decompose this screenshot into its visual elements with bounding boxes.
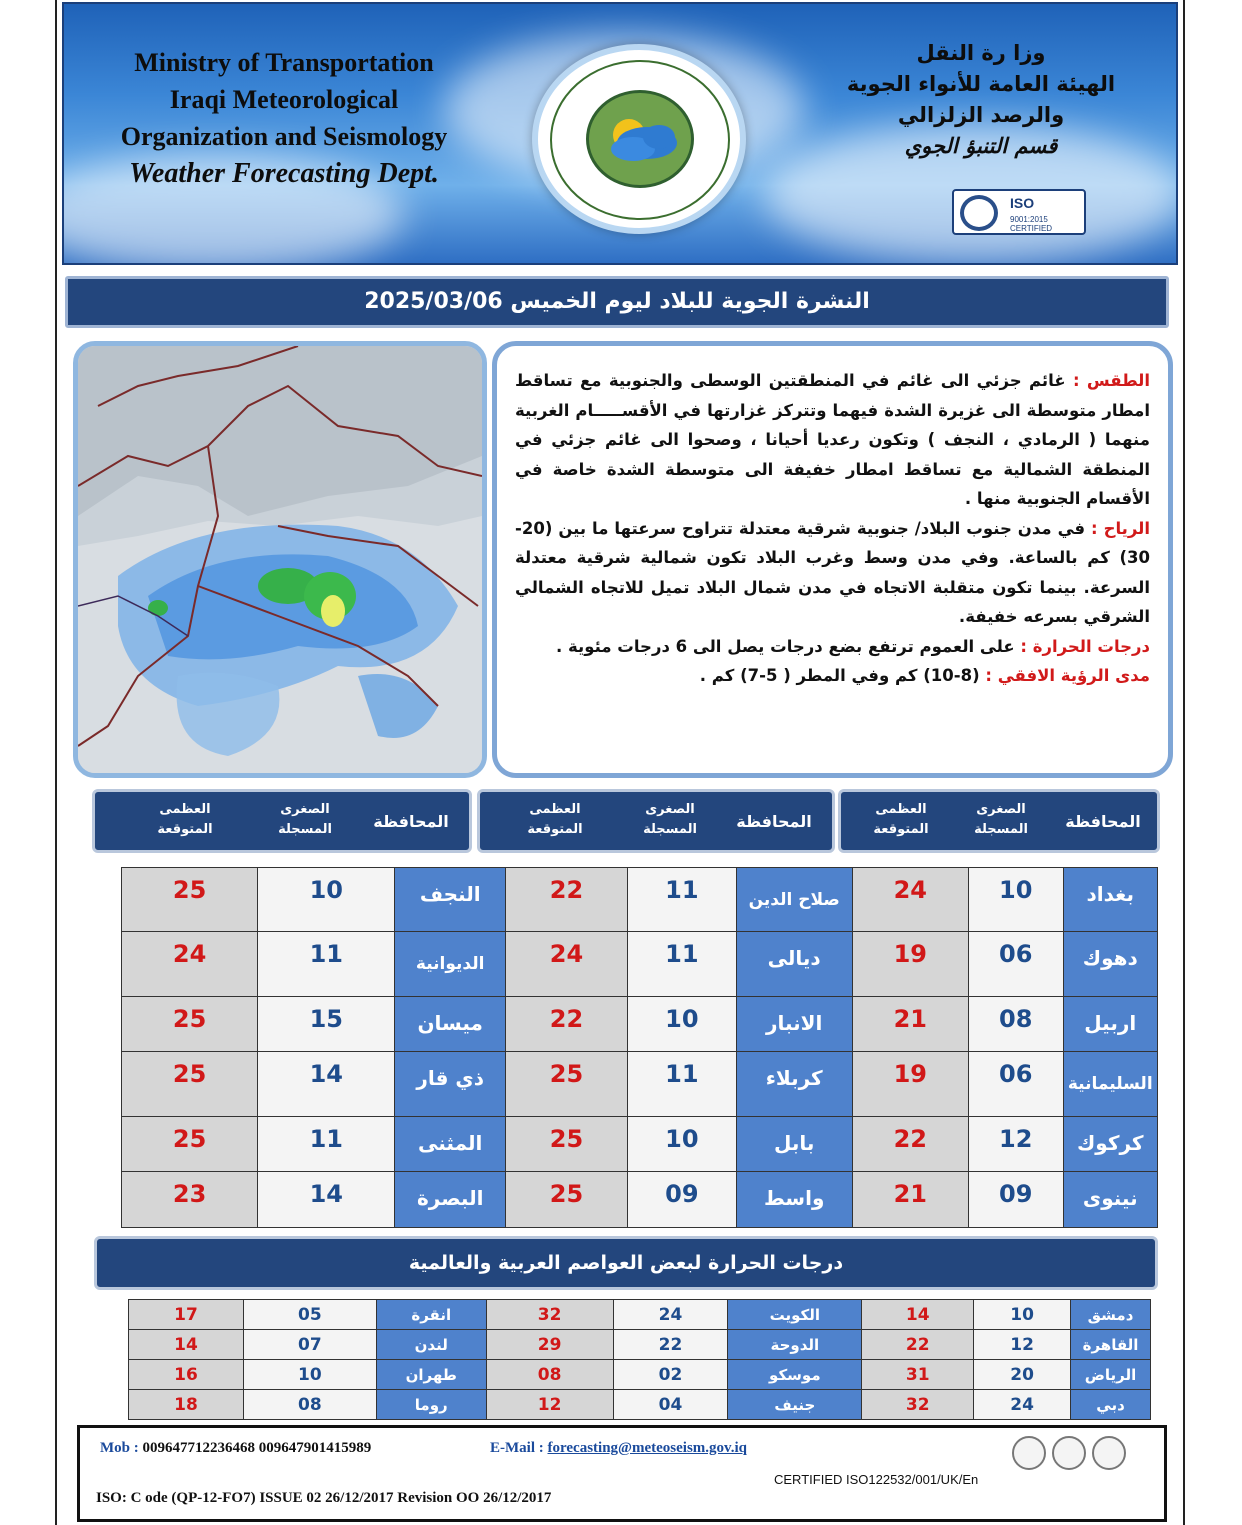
table-row: [129, 1330, 1151, 1360]
governorates-temperature-table: [121, 867, 1158, 1228]
min-temp-cell: 04: [613, 1390, 728, 1420]
max-temp-cell: 22: [506, 996, 628, 1052]
capital-cell: دمشق: [1071, 1300, 1151, 1330]
capital-cell: الرياض: [1071, 1360, 1151, 1390]
max-temp-cell: 32: [486, 1300, 613, 1330]
min-temp-cell: 11: [258, 932, 395, 996]
governorate-cell: النجف: [395, 868, 506, 932]
iso-sub: [1010, 215, 1052, 233]
temperature-label: درجات الحرارة :: [1020, 636, 1150, 656]
weather-radar-map: [73, 341, 487, 778]
min-temp-cell: 15: [258, 996, 395, 1052]
table-row: [129, 1390, 1151, 1420]
col-max: [125, 800, 245, 840]
min-temp-cell: 11: [628, 868, 737, 932]
min-temp-cell: 12: [974, 1330, 1071, 1360]
min-temp-cell: 10: [968, 868, 1063, 932]
min-temp-cell: 11: [628, 1052, 737, 1116]
governorate-cell: صلاح الدين: [736, 868, 852, 932]
partner-logo-icon: [1052, 1436, 1086, 1470]
email-link[interactable]: forecasting@meteoseism.gov.iq: [547, 1440, 747, 1456]
col-min-line2: المسجلة: [643, 822, 697, 837]
organization-logo: [532, 44, 746, 234]
iso-code-line: ISO: C ode (QP-12-FO7) ISSUE 02 26/12/2017 Revision OO 26/12/2017: [96, 1490, 552, 1506]
governorate-cell: كركوك: [1063, 1116, 1158, 1172]
max-temp-cell: 25: [122, 1052, 258, 1116]
max-temp-cell: 23: [122, 1172, 258, 1228]
iso-standard: 9001:2015: [1010, 215, 1048, 224]
col-min-line1: الصغرى: [280, 802, 330, 817]
max-temp-cell: 24: [122, 932, 258, 996]
min-temp-cell: 10: [974, 1300, 1071, 1330]
table-row: [129, 1300, 1151, 1330]
partner-logo-icon: [1012, 1436, 1046, 1470]
capital-cell: القاهرة: [1071, 1330, 1151, 1360]
capital-cell: موسكو: [728, 1360, 862, 1390]
governorate-cell: بابل: [736, 1116, 852, 1172]
governorate-cell: السليمانية: [1063, 1052, 1158, 1116]
ministry-name-ar: وزا رة النقل: [916, 41, 1046, 65]
governorate-cell: بغداد: [1063, 868, 1158, 932]
max-temp-cell: 25: [122, 1116, 258, 1172]
table-row: [122, 996, 1158, 1052]
col-min: [951, 800, 1051, 840]
governorate-cell: نينوى: [1063, 1172, 1158, 1228]
col-min-line1: الصغرى: [645, 802, 695, 817]
bulletin-title: النشرة الجوية للبلاد ليوم الخميس 2025/03/06: [65, 276, 1169, 328]
max-temp-cell: 22: [862, 1330, 974, 1360]
governorate-cell: كربلاء: [736, 1052, 852, 1116]
column-header-group-3: [92, 789, 472, 853]
max-temp-cell: 17: [129, 1300, 244, 1330]
table-row: [122, 1172, 1158, 1228]
visibility-text: (8-10) كم وفي المطر ( 5-7) كم .: [699, 666, 980, 685]
min-temp-cell: 10: [628, 996, 737, 1052]
table-row: [122, 868, 1158, 932]
footer: [77, 1425, 1167, 1522]
min-temp-cell: 10: [258, 868, 395, 932]
min-temp-cell: 08: [968, 996, 1063, 1052]
max-temp-cell: 18: [129, 1390, 244, 1420]
capital-cell: الدوحة: [728, 1330, 862, 1360]
col-max-line2: المتوقعة: [527, 822, 583, 837]
capital-cell: روما: [376, 1390, 486, 1420]
capitals-title: درجات الحرارة لبعض العواصم العربية والعالمية: [94, 1236, 1158, 1290]
governorate-cell: دهوك: [1063, 932, 1158, 996]
check-icon: [960, 195, 998, 231]
col-governorate: المحافظة: [373, 812, 449, 831]
max-temp-cell: 25: [506, 1116, 628, 1172]
max-temp-cell: 12: [486, 1390, 613, 1420]
min-temp-cell: 10: [243, 1360, 376, 1390]
visibility-paragraph: [515, 661, 1150, 691]
col-max: [851, 800, 951, 840]
mobile-value: 009647712236468 009647901415989: [142, 1440, 372, 1456]
radar-map-image: [78, 346, 482, 773]
max-temp-cell: 14: [862, 1300, 974, 1330]
max-temp-cell: 31: [862, 1360, 974, 1390]
min-temp-cell: 24: [613, 1300, 728, 1330]
max-temp-cell: 25: [506, 1172, 628, 1228]
temperature-text: على العموم ترتفع بضع درجات يصل الى 6 درجات مئوية .: [556, 636, 1015, 656]
min-temp-cell: 06: [968, 1052, 1063, 1116]
max-temp-cell: 19: [852, 932, 968, 996]
min-temp-cell: 06: [968, 932, 1063, 996]
iso-certified-text: CERTIFIED: [1010, 224, 1053, 233]
sun-cloud-icon: [586, 90, 694, 188]
min-temp-cell: 11: [258, 1116, 395, 1172]
weather-paragraph: [515, 366, 1150, 514]
certification-text: CERTIFIED ISO122532/001/UK/En: [774, 1472, 979, 1487]
organization-name-en-2: Organization and Seismology: [120, 122, 448, 151]
capital-cell: انقرة: [376, 1300, 486, 1330]
governorate-cell: المثنى: [395, 1116, 506, 1172]
max-temp-cell: 08: [486, 1360, 613, 1390]
max-temp-cell: 24: [852, 868, 968, 932]
min-temp-cell: 05: [243, 1300, 376, 1330]
col-max-line2: المتوقعة: [873, 822, 929, 837]
max-temp-cell: 14: [129, 1330, 244, 1360]
col-min: [610, 800, 730, 840]
governorate-cell: ميسان: [395, 996, 506, 1052]
col-max-line2: المتوقعة: [157, 822, 213, 837]
min-temp-cell: 09: [968, 1172, 1063, 1228]
min-temp-cell: 11: [628, 932, 737, 996]
iso-certified-badge: [952, 189, 1086, 235]
table-row: [122, 1052, 1158, 1116]
governorate-cell: ديالى: [736, 932, 852, 996]
organization-name-ar-1: الهيئة العامة للأنواء الجوية: [846, 72, 1116, 96]
mobile-label: Mob :: [100, 1440, 139, 1456]
col-max-line1: العظمى: [529, 802, 581, 817]
weather-text: غائم جزئي الى غائم في المنطقتين الوسطى والجنوبية مع تساقط امطار متوسطة الى غزيرة الشدة فيهما وتتركز غزارتها في الأقســـــام الغربية منهما ( الرمادي ، النجف ) وتكون رعديا أحيانا ، وصحوا الى غائم جزئي في المنطقة الشمالية مع تساقط امطار خفيفة الى متوسطة الشدة خاصة في الأقسام الجنوبية منها .: [515, 371, 1150, 508]
organization-name-en-1: Iraqi Meteorological: [169, 85, 399, 114]
capitals-temperature-table: [128, 1299, 1151, 1420]
governorate-cell: ذي قار: [395, 1052, 506, 1116]
partner-logo-icon: [1092, 1436, 1126, 1470]
capital-cell: جنيف: [728, 1390, 862, 1420]
min-temp-cell: 24: [974, 1390, 1071, 1420]
column-header-group-2: [477, 789, 835, 853]
col-governorate: المحافظة: [1065, 812, 1141, 831]
header-english: [84, 44, 484, 192]
table-row: [129, 1360, 1151, 1390]
max-temp-cell: 24: [506, 932, 628, 996]
min-temp-cell: 09: [628, 1172, 737, 1228]
max-temp-cell: 19: [852, 1052, 968, 1116]
max-temp-cell: 32: [862, 1390, 974, 1420]
temperature-paragraph: [515, 632, 1150, 662]
col-min-line2: المسجلة: [278, 822, 332, 837]
min-temp-cell: 08: [243, 1390, 376, 1420]
capital-cell: دبي: [1071, 1390, 1151, 1420]
capital-cell: الكويت: [728, 1300, 862, 1330]
visibility-label: مدى الرؤية الافقي :: [985, 666, 1150, 685]
table-row: [122, 932, 1158, 996]
governorate-cell: الديوانية: [395, 932, 506, 996]
col-max-line1: العظمى: [159, 802, 211, 817]
iso-label: ISO: [1010, 195, 1035, 211]
weather-label: الطقس :: [1072, 371, 1150, 390]
governorates-table-body: [122, 868, 1158, 1228]
col-min-line1: الصغرى: [976, 802, 1026, 817]
col-max: [500, 800, 610, 840]
department-name-ar: قسم التنبؤ الجوي: [904, 134, 1058, 158]
department-name-en: Weather Forecasting Dept.: [129, 158, 439, 189]
min-temp-cell: 02: [613, 1360, 728, 1390]
min-temp-cell: 12: [968, 1116, 1063, 1172]
wind-text: في مدن جنوب البلاد/ جنوبية شرقية معتدلة تتراوح سرعتها ما بين (20-30) كم بالساعة. وفي مدن وسط وغرب البلاد تكون شمالية شرقية معتدلة السرعة. بينما تكون متقلبة الاتجاه في مدن شمال البلاد تميل للاتجاه الشمالي الشرقي بسرعه خفيفة.: [515, 518, 1150, 626]
table-row: [122, 1116, 1158, 1172]
governorate-cell: البصرة: [395, 1172, 506, 1228]
max-temp-cell: 25: [506, 1052, 628, 1116]
wind-label: الرياح :: [1091, 518, 1150, 538]
capital-cell: طهران: [376, 1360, 486, 1390]
max-temp-cell: 22: [506, 868, 628, 932]
email: [490, 1440, 747, 1457]
email-label: E-Mail :: [490, 1440, 544, 1456]
capitals-table-body: [129, 1300, 1151, 1420]
governorate-cell: واسط: [736, 1172, 852, 1228]
column-header-group-1: [838, 789, 1160, 853]
capital-cell: لندن: [376, 1330, 486, 1360]
col-min: [245, 800, 365, 840]
governorate-cell: الانبار: [736, 996, 852, 1052]
max-temp-cell: 25: [122, 868, 258, 932]
max-temp-cell: 21: [852, 996, 968, 1052]
max-temp-cell: 25: [122, 996, 258, 1052]
min-temp-cell: 20: [974, 1360, 1071, 1390]
header-banner: [62, 2, 1178, 265]
min-temp-cell: 10: [628, 1116, 737, 1172]
max-temp-cell: 29: [486, 1330, 613, 1360]
wind-paragraph: [515, 514, 1150, 632]
min-temp-cell: 22: [613, 1330, 728, 1360]
col-governorate: المحافظة: [736, 812, 812, 831]
organization-name-ar-2: والرصد الزلزالي: [897, 103, 1065, 127]
col-max-line1: العظمى: [875, 802, 927, 817]
max-temp-cell: 22: [852, 1116, 968, 1172]
forecast-text-box: [492, 341, 1173, 778]
max-temp-cell: 21: [852, 1172, 968, 1228]
min-temp-cell: 14: [258, 1052, 395, 1116]
col-min-line2: المسجلة: [974, 822, 1028, 837]
header-arabic: [816, 38, 1146, 162]
governorate-cell: اربيل: [1063, 996, 1158, 1052]
ministry-name-en: Ministry of Transportation: [134, 48, 434, 77]
min-temp-cell: 14: [258, 1172, 395, 1228]
mobile-numbers: [100, 1440, 371, 1457]
max-temp-cell: 16: [129, 1360, 244, 1390]
min-temp-cell: 07: [243, 1330, 376, 1360]
